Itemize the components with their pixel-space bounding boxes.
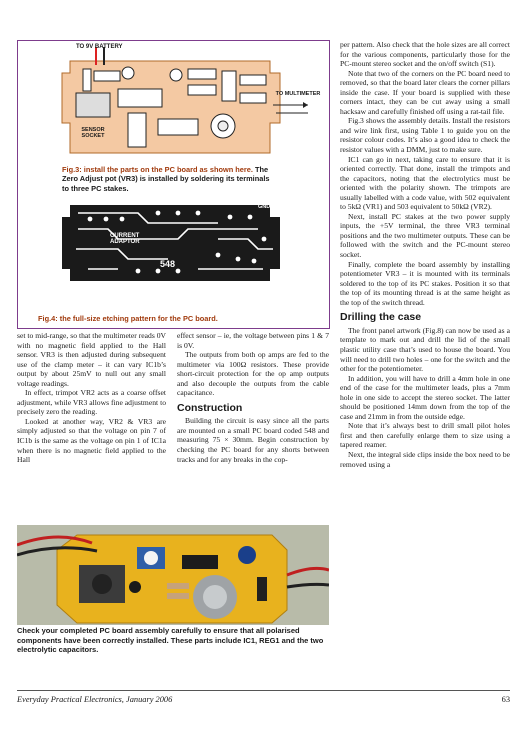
col3-paragraph-2: Note that two of the corners on the PC board need to removed, so that the board later clears the corner pillars inside the case. If your board is supplied with these corners intact, they can be cut away using a small hacksaw and carefully finished off using a rat-tail file. [340, 68, 510, 116]
column-2 [177, 331, 329, 464]
gnd-label: GND [258, 204, 271, 210]
magazine-footer: Everyday Practical Electronics, January 2006 [17, 695, 173, 704]
col2-paragraph-2: The outputs from both op amps are fed to the multimeter via 100Ω resistors. These provide short-circuit protection for the op amp outputs and also decouple the outputs from the cable capacitance. [177, 350, 329, 398]
fig4-etching-pattern [18, 199, 329, 289]
col1-paragraph-3: Looked at another way, VR2 & VR3 are simply adjusted so that the voltage on pin 7 of IC1b is the same as the voltage on pin 1 of IC1a when there is no magnetic field applied to the Hall [17, 416, 166, 465]
col3-paragraph-10: Next, the integral side clips inside the box need to be removed using a [340, 449, 510, 469]
col3-paragraph-1: per pattern. Also check that the hole sizes are all correct for the various components, particularly those for the PC-mount stereo socket and the on/off switch (S1). [340, 40, 510, 69]
board-number-label: 548 [160, 259, 176, 269]
col3-paragraph-8: In addition, you will have to drill a 4mm hole in one end of the case for the multimeter leads, plus a 7mm hole in one side to accept the stereo socket. The latter should be positioned 14mm down from the top of the case and 21mm in from the outside edge. [340, 373, 510, 421]
fig4-caption: Fig.4: the full-size etching pattern for the PC board. [38, 314, 218, 323]
footer-rule [17, 690, 510, 691]
battery-label: TO 9V BATTERY [76, 44, 123, 50]
fig3-component-overlay [18, 41, 329, 166]
col3-paragraph-5: Next, install PC stakes at the two power supply inputs, the +5V terminal, the three VR3 terminal positions and the two multimeter outputs. These can be followed with the switch and the PC-mount stereo socket. [340, 211, 510, 260]
col3-paragraph-6: Finally, complete the board assembly by installing potentiometer VR3 – it is mounted with its terminals soldered to the top of its PC stakes. Position it so that the top of its mounting thread is at the same height as the top of the switch thread. [340, 259, 510, 307]
fig3-caption-text: The Zero Adjust pot (VR3) is installed by soldering its terminals to three PC stakes. [62, 165, 270, 193]
col2-paragraph-1: effect sensor – ie, the voltage between pins 1 & 7 is 0V. [177, 331, 329, 350]
column-1 [17, 331, 166, 465]
multimeter-label: TO MULTIMETER [275, 91, 321, 97]
pcb-photo-drawing [17, 525, 329, 625]
col2-paragraph-3: Building the circuit is easy since all the parts are mounted on a small PC board coded 548 and measuring 75 × 30mm. Begin construction by checking the PC board for any shorts between tracks and for any breaks in the cop- [177, 416, 329, 464]
page-number: 63 [501, 695, 510, 704]
photo-caption: Check your completed PC board assembly carefully to ensure that all polarised components have been correctly installed. These parts include IC1, REG1 and the two electrolytic capacitors. [17, 626, 324, 654]
col3-paragraph-9: Note that it’s always best to drill small pilot holes first and then carefully enlarge them to size using a tapered reamer. [340, 421, 510, 450]
sensor-socket-label: SENSOR SOCKET [81, 127, 105, 139]
figure-box [17, 40, 330, 329]
construction-heading: Construction [177, 401, 243, 414]
col3-paragraph-4: IC1 can go in next, taking care to ensure that it is oriented correctly. That done, install the trimpots and the capacitors, noting that the electrolytics must be oriented with the polarity shown. The trimpots are usually labelled with a code value, with 502 equivalent to 5kΩ (VR1) and 503 equivalent to 50kΩ (VR2). [340, 154, 510, 212]
column-3 [340, 40, 510, 469]
drilling-heading: Drilling the case [340, 311, 422, 324]
pcb-assembly-photo [17, 525, 329, 625]
current-adaptor-label: CURRENT ADAPTOR [110, 233, 140, 245]
col1-paragraph-2: In effect, trimpot VR2 acts as a coarse offset adjustment, while VR3 allows fine adjustment to precisely zero the reading. [17, 388, 166, 417]
col1-paragraph-1: set to mid-range, so that the multimeter reads 0V with no magnetic field applied to the Hall sensor. VR3 is then adjusted during subsequent use of the clamp meter – it can vary IC1b’s output by about 25mV to null out any small voltage readings. [17, 331, 166, 388]
col3-paragraph-3: Fig.3 shows the assembly details. Install the resistors and wire link first, using Table 1 to guide you on the resistor colour codes. It’s also a good idea to check the resistor values with a DMM, just to make sure. [340, 116, 510, 155]
fig3-caption [62, 165, 278, 193]
col3-paragraph-7: The front panel artwork (Fig.8) can now be used as a template to mark out and drill the lid of the small plastic utility case that’s used to house the board. You will need to drill two holes – one for the switch and the other for the potentiometer. [340, 325, 510, 374]
fig3-caption-label: Fig.3: install the parts on the PC board as shown here. [62, 165, 253, 174]
